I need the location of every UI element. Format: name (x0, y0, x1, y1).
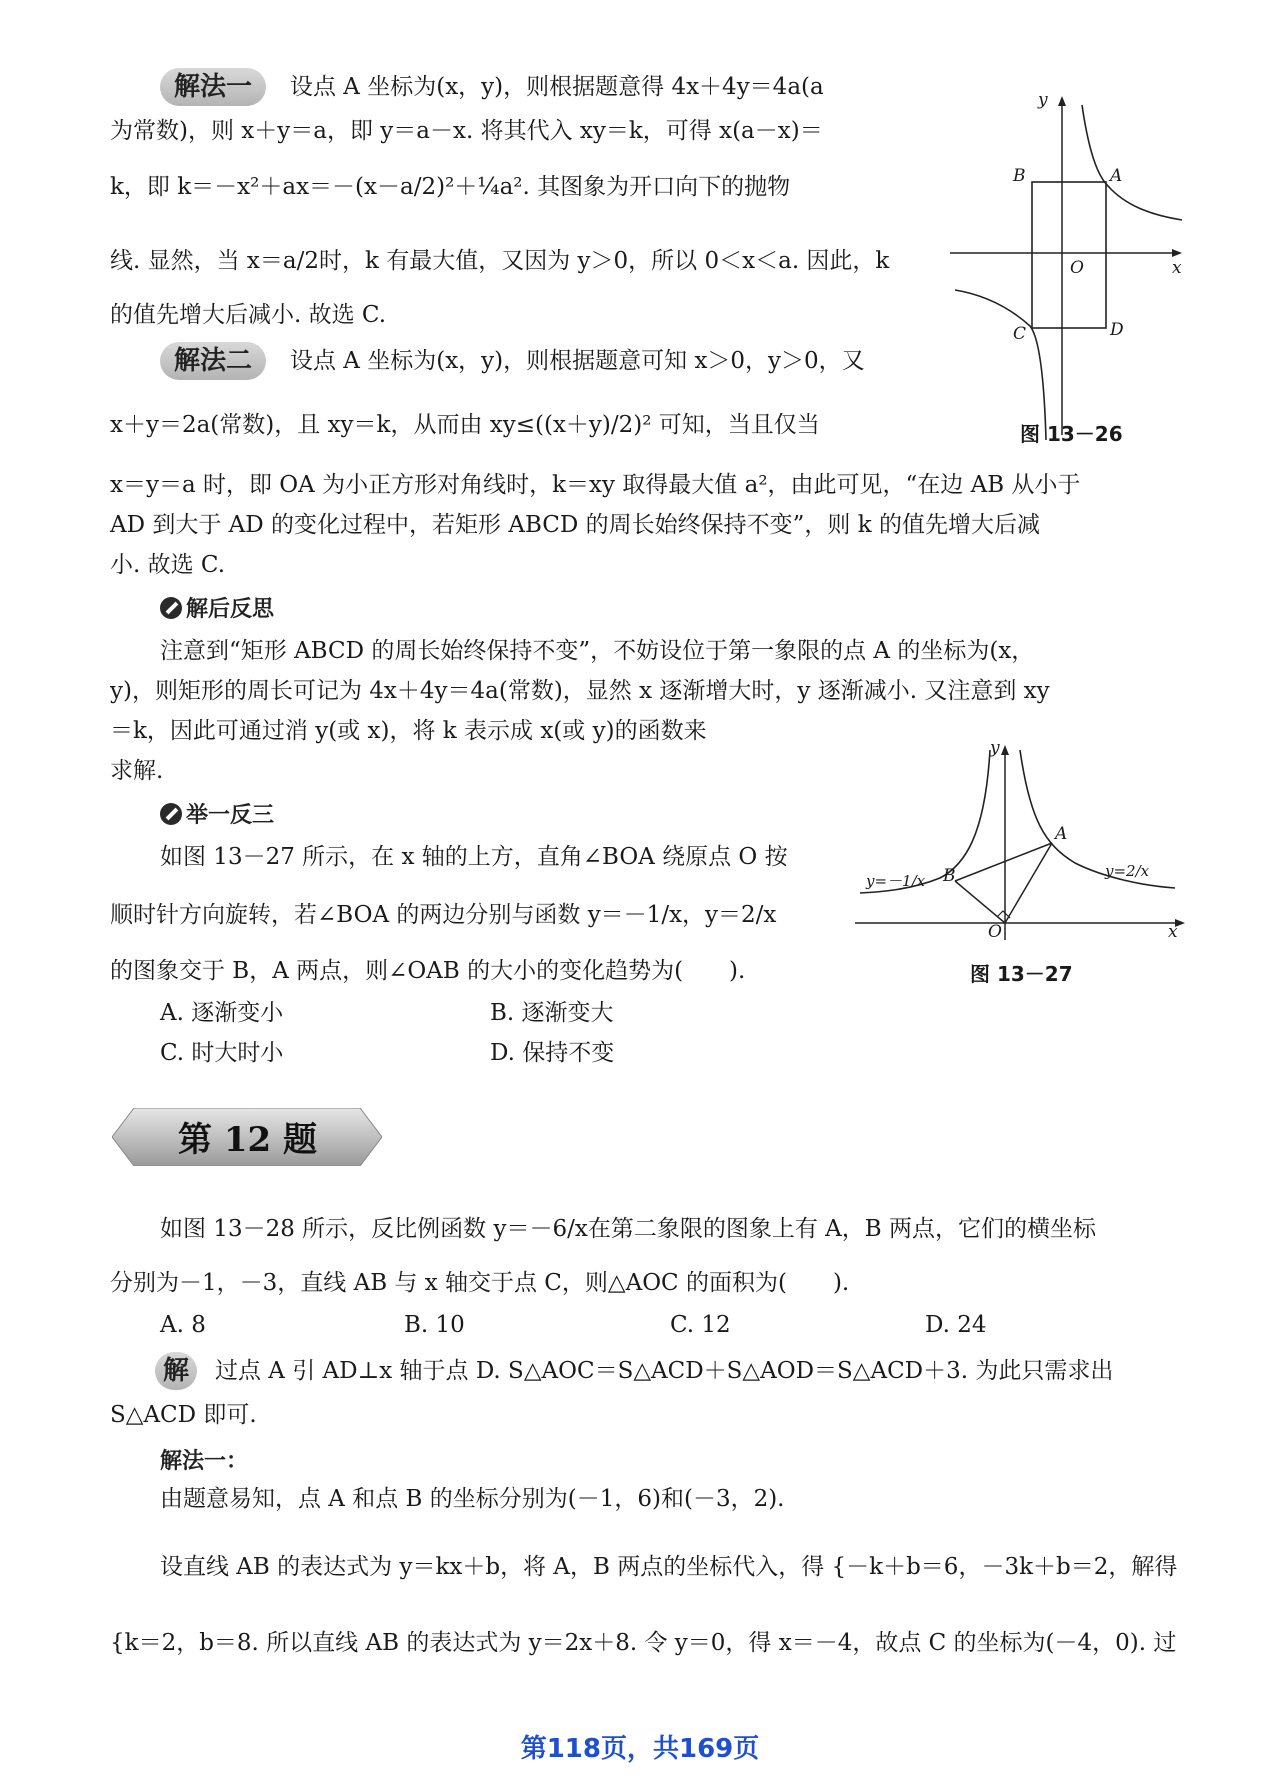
fig26-label-d: D (1110, 320, 1124, 340)
fig26-label-c: C (1013, 324, 1027, 344)
fig26-label-o: O (1070, 258, 1084, 278)
pen-icon (160, 597, 182, 619)
practice-option-b: B. 逐渐变大 (490, 1000, 614, 1026)
method2-line3: x＝y＝a 时，即 OA 为小正方形对角线时，k＝xy 取得最大值 a²，由此可见，“在边 AB 从小于 (110, 472, 1081, 498)
problem12-option-c: C. 12 (670, 1312, 731, 1338)
reflection-line4: 求解. (110, 758, 164, 784)
fig26-label-y: y (1038, 90, 1048, 110)
problem12-line2: 分别为－1，－3，直线 AB 与 x 轴交于点 C，则△AOC 的面积为( ). (110, 1270, 850, 1296)
fig27-label-left-function: y=－1/x (866, 872, 926, 890)
method1-line3: k，即 k＝－x²＋ax＝－(x－a/2)²＋¼a². 其图象为开口向下的抛物 (110, 174, 791, 200)
fig26-curve-q1 (1082, 105, 1182, 220)
fig26-label-a: A (1110, 166, 1123, 186)
fig27-caption: 图 13－27 (970, 962, 1073, 986)
fig27-label-right-function: y=2/x (1105, 862, 1150, 880)
fig27-segment-oa (1005, 843, 1052, 923)
practice-line2: 顺时针方向旋转，若∠BOA 的两边分别与函数 y＝－1/x，y＝2/x (110, 902, 777, 928)
problem12-option-d: D. 24 (925, 1312, 987, 1338)
fig27-label-a: A (1055, 824, 1068, 844)
reflection-line1: 注意到“矩形 ABCD 的周长始终保持不变”，不妨设位于第一象限的点 A 的坐标为(x， (160, 638, 1035, 664)
method2-line4: AD 到大于 AD 的变化过程中，若矩形 ABCD 的周长始终保持不变”，则 k 的值先增大后减 (110, 512, 1040, 538)
solution12-line3: 由题意易知，点 A 和点 B 的坐标分别为(－1，6)和(－3，2). (160, 1486, 785, 1512)
solution12-line5: {k＝2，b＝8. 所以直线 AB 的表达式为 y＝2x＋8. 令 y＝0，得 x＝－4，故点 C 的坐标为(－4，0). 过 (110, 1630, 1177, 1656)
method1-line5: 的值先增大后减小. 故选 C. (110, 302, 387, 328)
fig26-x-arrow (1172, 249, 1182, 257)
page-indicator: 第118页，共169页 (520, 1734, 760, 1764)
method2-tag: 解法二 (160, 342, 266, 380)
reflection-title-text: 解后反思 (186, 597, 275, 622)
method2-line2: x＋y＝2a(常数)，且 xy＝k，从而由 xy≤((x＋y)/2)² 可知，当且仅当 (110, 412, 820, 438)
method1-line1: 设点 A 坐标为(x，y)，则根据题意得 4x＋4y＝4a(a (290, 74, 824, 100)
solution12-line1: 过点 A 引 AD⊥x 轴于点 D. S△AOC＝S△ACD＋S△AOD＝S△ACD＋3. 为此只需求出 (215, 1358, 1114, 1384)
practice-title (160, 798, 274, 829)
fig27-curve-right (1020, 750, 1175, 888)
fig27-y-arrow (1001, 745, 1009, 755)
reflection-title (160, 592, 274, 623)
solution12-line4: 设直线 AB 的表达式为 y＝kx＋b，将 A，B 两点的坐标代入，得 {－k＋b＝6，－3k＋b＝2，解得 (160, 1554, 1178, 1580)
problem12-option-b: B. 10 (404, 1312, 465, 1338)
fig26-y-arrow (1058, 96, 1066, 106)
practice-option-a: A. 逐渐变小 (160, 1000, 284, 1026)
practice-option-d: D. 保持不变 (490, 1040, 615, 1066)
fig27-label-x: x (1168, 922, 1178, 942)
fig27-label-y: y (990, 738, 1000, 758)
fig26-caption: 图 13－26 (1020, 422, 1123, 446)
figure-13-27 (855, 740, 1195, 950)
solution12-method-title: 解法一： (160, 1449, 249, 1474)
solution12-line2: S△ACD 即可. (110, 1402, 257, 1428)
method2-line1: 设点 A 坐标为(x，y)，则根据题意可知 x＞0，y＞0，又 (290, 348, 865, 374)
fig26-rectangle (1032, 182, 1106, 328)
pen-icon (160, 803, 182, 825)
practice-line3: 的图象交于 B，A 两点，则∠OAB 的大小的变化趋势为( ). (110, 958, 746, 984)
practice-title-text: 举一反三 (186, 803, 275, 828)
practice-option-c: C. 时大时小 (160, 1040, 284, 1066)
fig27-label-b: B (943, 866, 956, 886)
method1-tag: 解法一 (160, 68, 266, 106)
fig27-label-o: O (988, 922, 1002, 942)
reflection-line3: ＝k，因此可通过消 y(或 x)，将 k 表示成 x(或 y)的函数来 (110, 718, 707, 744)
method1-line4: 线. 显然，当 x＝a/2时，k 有最大值，又因为 y＞0，所以 0＜x＜a. 因此，k (110, 248, 890, 274)
method1-line2: 为常数)，则 x＋y＝a，即 y＝a－x. 将其代入 xy＝k，可得 x(a－x)＝ (110, 118, 823, 144)
problem12-line1: 如图 13－28 所示，反比例函数 y＝－6/x在第二象限的图象上有 A，B 两点，它们的横坐标 (160, 1216, 1096, 1242)
problem12-title: 第 12 题 (178, 1120, 317, 1160)
practice-line1: 如图 13－27 所示，在 x 轴的上方，直角∠BOA 绕原点 O 按 (160, 844, 788, 870)
problem12-option-a: A. 8 (160, 1312, 206, 1338)
method2-line5: 小. 故选 C. (110, 552, 226, 578)
reflection-line2: y)，则矩形的周长可记为 4x＋4y＝4a(常数)，显然 x 逐渐增大时，y 逐渐减小. 又注意到 xy (110, 678, 1050, 704)
fig26-label-x: x (1172, 258, 1182, 278)
solution12-tag: 解 (155, 1352, 197, 1390)
fig26-label-b: B (1013, 166, 1026, 186)
